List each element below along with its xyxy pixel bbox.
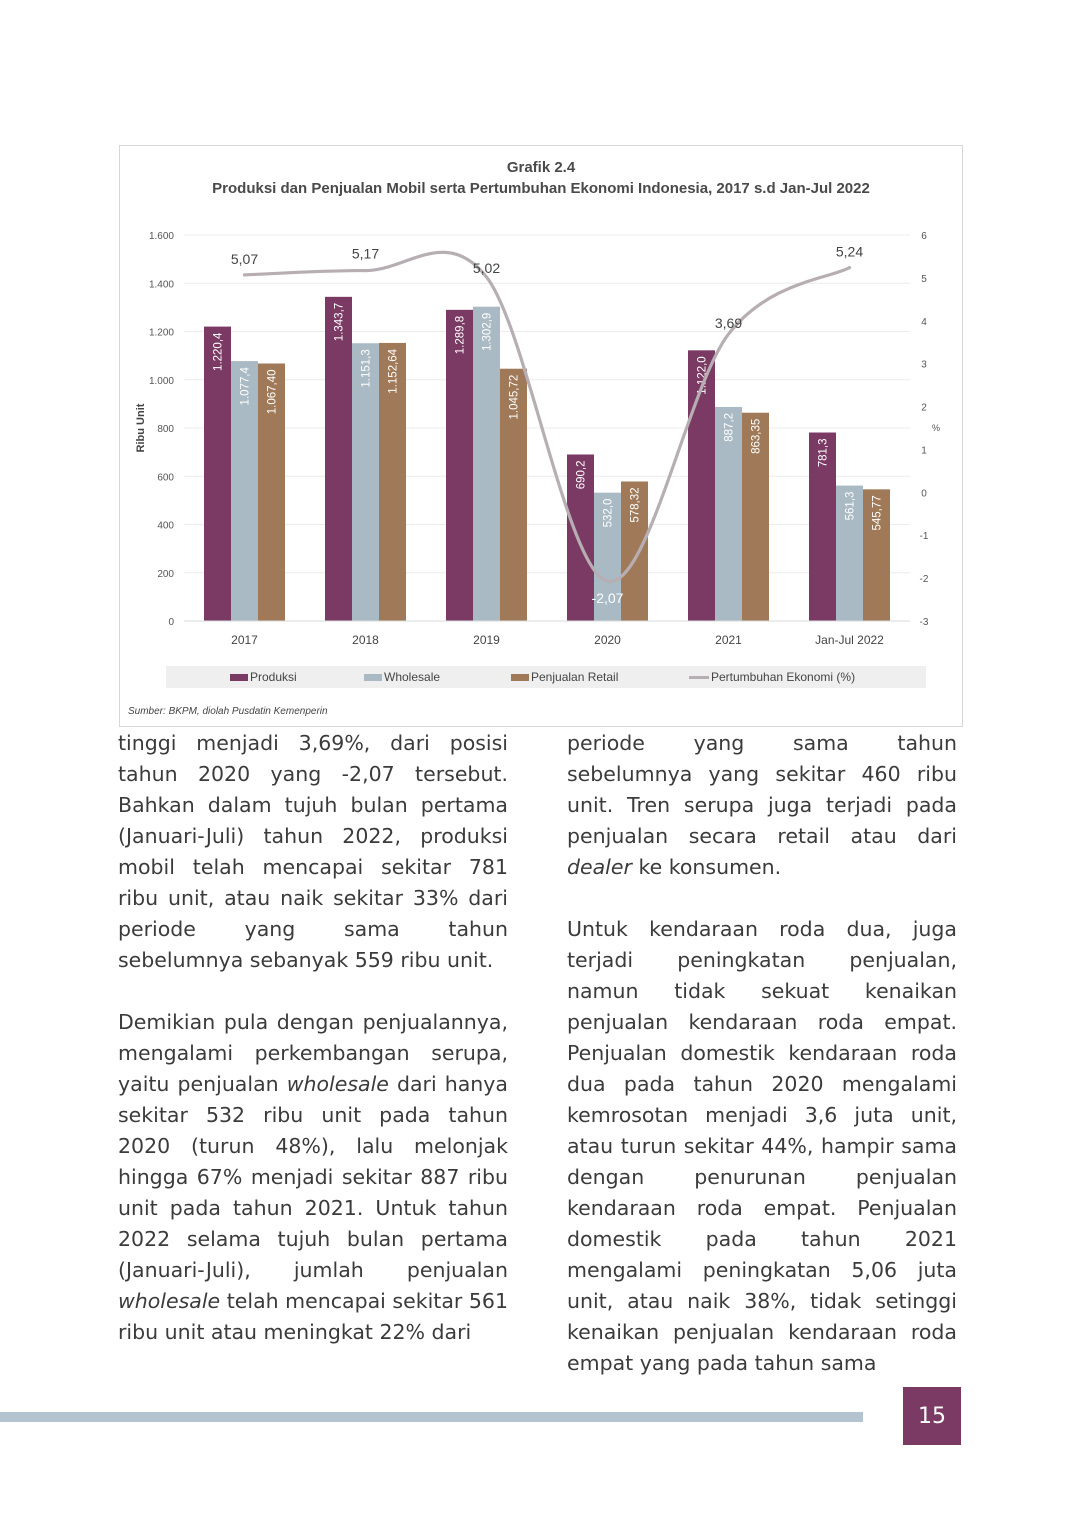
x-tick-label: 2019 (473, 633, 500, 647)
y-tick-label: 600 (157, 472, 174, 484)
bar-data-label: 1.302,9 (481, 312, 494, 352)
bar-data-label: 781,3 (817, 438, 830, 468)
y-tick-label: 800 (157, 424, 174, 435)
chart-source: Sumber: BKPM, diolah Pusdatin Kemenperin (128, 706, 328, 717)
paragraph: Untuk kendaraan roda dua, juga terjadi peningkatan penjualan, namun tidak sekuat kenaikan penjualan kendaraan roda empat. Penjualan domestik kendaraan roda dua pada tahun 2020 mengalami kemrosotan menjadi 3,6 juta unit, atau turun sekitar 44%, hampir sama dengan penurunan penjualan kendaraan roda empat. Penjualan domestik pada tahun 2021 mengalami peningkatan 5,06 juta unit, atau naik 38%, tidak setinggi kenaikan penjualan kendaraan roda empat yang pada tahun sama (567, 917, 957, 1375)
bar-data-label: 1.077,4 (239, 367, 252, 406)
bar-data-label: 690,2 (575, 460, 588, 490)
bar-data-label: 1.220,4 (212, 332, 225, 371)
paragraph-emphasis: dealer (567, 855, 632, 879)
line-data-label: 5,17 (351, 245, 380, 262)
line-data-label: 3,69 (714, 315, 743, 332)
line-data-label: 5,07 (230, 250, 259, 267)
text-column-left (118, 728, 508, 1379)
line-data-label: -2,07 (591, 590, 624, 607)
legend-swatch-produksi (230, 674, 248, 681)
y2-axis-label: % (931, 423, 941, 433)
bar-produksi (325, 297, 352, 621)
x-tick-label: 2017 (231, 633, 258, 647)
text-column-right (567, 728, 957, 1410)
bar-data-label: 545,77 (871, 495, 884, 531)
y-tick-label: 0 (168, 617, 174, 628)
bar-data-label: 887,2 (723, 412, 736, 442)
y2-tick-label: 4 (921, 316, 927, 328)
y-tick-label: 1.600 (148, 231, 174, 242)
y2-tick-label: -1 (919, 531, 929, 543)
paragraph-text: periode yang sama tahun sebelumnya yang sekitar 460 ribu unit. Tren serupa juga terjadi pada penjualan secara retail atau dari (567, 731, 957, 848)
chart-plot (120, 146, 962, 706)
y2-tick-label: 5 (921, 273, 927, 285)
legend-swatch-wholesale (364, 674, 382, 681)
y2-tick-label: 2 (921, 402, 927, 414)
paragraph (118, 1007, 508, 1348)
legend-item-retail (511, 666, 618, 688)
line-data-label: 5,02 (472, 260, 501, 277)
y-tick-label: 1.000 (148, 375, 174, 387)
chart-legend (166, 666, 926, 688)
y2-tick-label: 0 (921, 488, 927, 500)
chart-panel (119, 145, 963, 727)
chart-title: Grafik 2.4 (506, 159, 576, 176)
legend-swatch-pertumbuhan (689, 676, 709, 679)
line-data-label: 5,24 (835, 243, 864, 260)
paragraph: tinggi menjadi 3,69%, dari posisi tahun 2020 yang -2,07 tersebut. Bahkan dalam tujuh bulan pertama (Januari-Juli) tahun 2022, produksi mobil telah mencapai sekitar 781 ribu unit, atau naik sekitar 33% dari periode yang sama tahun sebelumnya sebanyak 559 ribu unit. (118, 731, 508, 972)
footer-bar (0, 1412, 863, 1422)
y2-tick-label: 1 (921, 445, 927, 457)
legend-swatch-retail (511, 674, 529, 681)
y2-tick-label: 3 (921, 359, 927, 371)
bar-data-label: 863,35 (750, 418, 763, 454)
y-axis-label: Ribu Unit (135, 403, 147, 453)
y2-tick-label: -2 (919, 574, 929, 586)
x-tick-label: 2020 (594, 633, 621, 647)
bar-data-label: 1.343,7 (333, 302, 346, 342)
x-tick-label: 2021 (715, 633, 742, 647)
bar-data-label: 1.045,72 (508, 374, 521, 420)
y-tick-label: 1.200 (148, 327, 174, 339)
legend-label-wholesale: Wholesale (384, 670, 441, 684)
paragraph-emphasis: wholesale (286, 1072, 389, 1096)
bar-data-label: 1.289,8 (454, 315, 467, 355)
paragraph-text: telah mencapai sekitar 561 ribu unit atau meningkat 22% dari (118, 1289, 508, 1344)
y-tick-label: 1.400 (148, 279, 174, 291)
y2-tick-label: -3 (919, 617, 929, 628)
x-tick-label: 2018 (352, 633, 379, 647)
bar-data-label: 1.067,40 (266, 369, 279, 415)
paragraph (567, 728, 957, 883)
y2-tick-label: 6 (921, 231, 927, 242)
bar-data-label: 1.122,0 (696, 356, 709, 395)
legend-item-produksi (230, 666, 297, 688)
bar-data-label: 532,0 (602, 498, 615, 528)
bar-wholesale (473, 307, 500, 621)
paragraph-text: dari hanya sekitar 532 ribu unit pada tahun 2020 (turun 48%), lalu melonjak hingga 67% menjadi sekitar 887 ribu unit pada tahun 2021. Untuk tahun 2022 selama tujuh bulan pertama (Januari-Juli), jumlah penjualan (118, 1072, 508, 1282)
paragraph-text: ke konsumen. (631, 855, 782, 879)
bar-data-label: 561,3 (844, 491, 857, 521)
paragraph-text: Demikian pula dengan penjualannya, mengalami perkembangan serupa, yaitu penjualan (118, 1010, 508, 1096)
bar-data-label: 578,32 (629, 487, 642, 523)
bar-produksi (446, 310, 473, 621)
legend-item-wholesale (364, 666, 440, 688)
y-tick-label: 200 (157, 568, 174, 580)
bar-data-label: 1.151,3 (360, 349, 373, 388)
legend-label-pertumbuhan: Pertumbuhan Ekonomi (%) (711, 670, 856, 684)
page-number: 15 (903, 1387, 961, 1445)
x-tick-label: Jan-Jul 2022 (815, 633, 884, 647)
y-tick-label: 400 (157, 520, 174, 532)
bar-data-label: 1.152,64 (387, 348, 400, 394)
legend-item-pertumbuhan (689, 666, 855, 688)
chart-subtitle: Produksi dan Penjualan Mobil serta Pertumbuhan Ekonomi Indonesia, 2017 s.d Jan-Jul 2022 (212, 180, 870, 197)
paragraph-emphasis: wholesale (118, 1289, 221, 1313)
legend-label-retail: Penjualan Retail (531, 670, 619, 684)
legend-label-produksi: Produksi (250, 670, 297, 684)
